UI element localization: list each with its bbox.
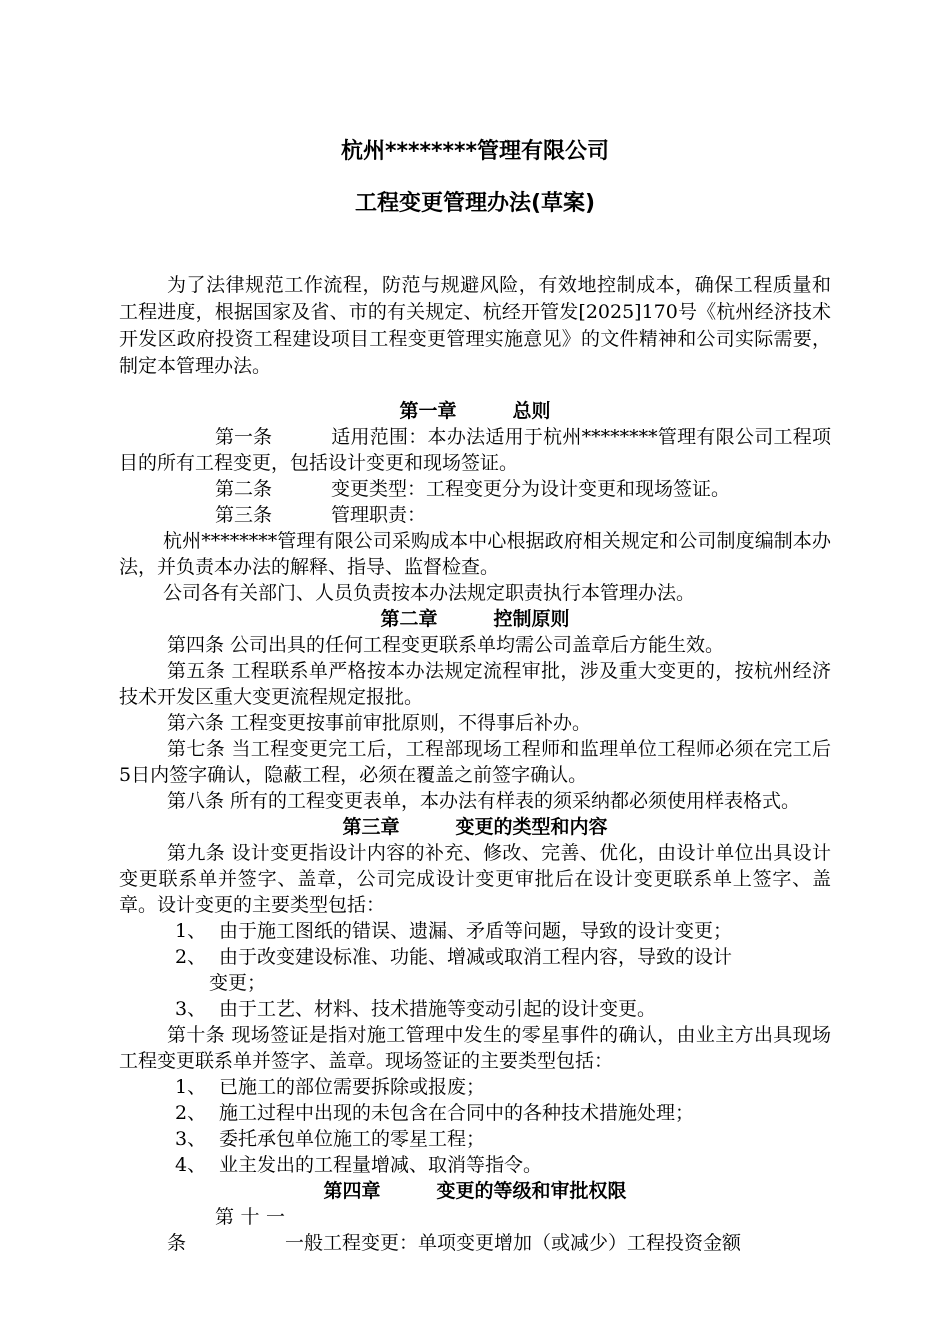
article-9-item: 2、 由于改变建设标准、功能、增减或取消工程内容，导致的设计 [175,946,733,968]
article-9-item: 3、 由于工艺、材料、技术措施等变动引起的设计变更。 [175,998,657,1020]
chapter-2-heading: 第二章 控制原则 [380,608,570,630]
article-3: 第三条 管理职责： [215,504,427,526]
article-7: 第七条 当工程变更完工后，工程部现场工程师和监理单位工程师必须在完工后5日内签字确认，隐蔽工程，必须在覆盖之前签字确认。 [119,738,831,786]
article-2: 第二条 变更类型：工程变更分为设计变更和现场签证。 [215,478,731,500]
document-title: 工程变更管理办法(草案) [354,191,596,216]
chapter-4-heading: 第四章 变更的等级和审批权限 [323,1180,627,1202]
article-3-paragraph-2: 公司各有关部门、人员负责按本办法规定职责执行本管理办法。 [163,582,696,604]
document-body [119,272,831,380]
chapter-1-heading: 第一章 总则 [399,400,551,422]
chapter-1 [119,398,831,1256]
company-title: 杭州********管理有限公司 [340,139,610,164]
article-10-item: 4、 业主发出的工程量增减、取消等指令。 [175,1154,543,1176]
article-4: 第四条 公司出具的任何工程变更联系单均需公司盖章后方能生效。 [167,634,725,656]
article-10-item: 3、 委托承包单位施工的零星工程； [175,1128,486,1150]
article-3-paragraph-1: 杭州********管理有限公司采购成本中心根据政府相关规定和公司制度编制本办法，并负责本办法的解释、指导、监督检查。 [119,530,831,578]
article-10-item: 2、 施工过程中出现的未包含在合同中的各种技术措施处理； [175,1102,695,1124]
article-10: 第十条 现场签证是指对施工管理中发生的零星事件的确认，由业主方出具现场工程变更联系单并签字、盖章。现场签证的主要类型包括： [119,1024,831,1072]
article-9: 第九条 设计变更指设计内容的补充、修改、完善、优化，由设计单位出具设计变更联系单并签字、盖章，公司完成设计变更审批后在设计变更联系单上签字、盖章。设计变更的主要类型包括： [119,842,831,916]
article-10-item: 1、 已施工的部位需要拆除或报废； [175,1076,486,1098]
article-5: 第五条 工程联系单严格按本办法规定流程审批，涉及重大变更的，按杭州经济技术开发区重大变更流程规定报批。 [119,660,831,708]
intro-paragraph: 为了法律规范工作流程，防范与规避风险，有效地控制成本，确保工程质量和工程进度，根据国家及省、市的有关规定、杭经开管发[2025]170号《杭州经济技术开发区政府投资工程建设项目工程变更管理实施意见》的文件精神和公司实际需要，制定本管理办法。 [119,274,831,377]
article-1: 第一条 适用范围：本办法适用于杭州********管理有限公司工程项目的所有工程变更，包括设计变更和现场签证。 [119,426,831,474]
article-9-item-continuation: 变更； [209,972,267,994]
article-8: 第八条 所有的工程变更表单，本办法有样表的须采纳都必须使用样表格式。 [167,790,801,812]
article-11: 第十一条 一般工程变更：单项变更增加（或减少）工程投资金额 [167,1206,742,1254]
article-6: 第六条 工程变更按事前审批原则，不得事后补办。 [167,712,592,734]
chapter-3-heading: 第三章 变更的类型和内容 [342,816,608,838]
article-9-item: 1、 由于施工图纸的错误、遗漏、矛盾等问题，导致的设计变更； [175,920,733,942]
